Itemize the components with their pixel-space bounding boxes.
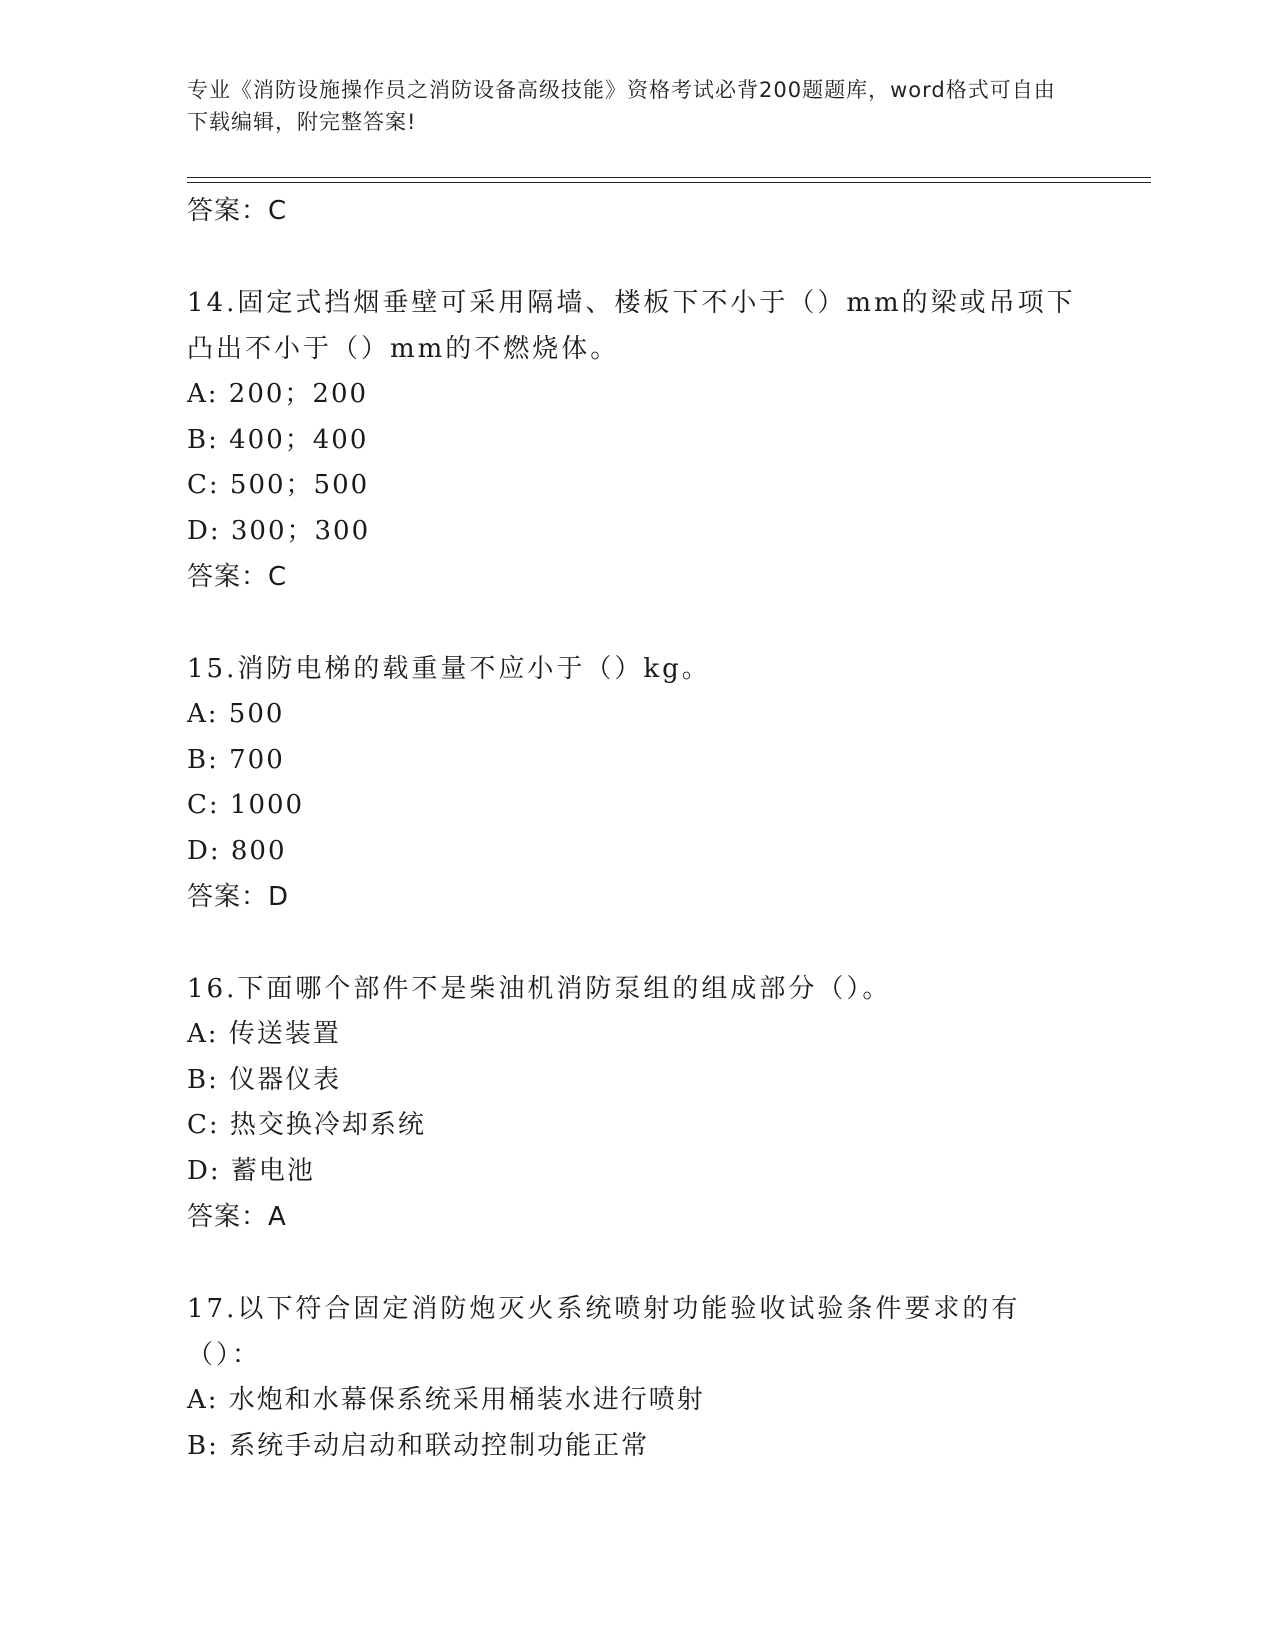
option-c: C: 1000: [187, 790, 305, 820]
option-b: B: 400；400: [187, 424, 369, 455]
option-c: C: 热交换冷却系统: [187, 1110, 426, 1140]
option-b: B: 系统手动启动和联动控制功能正常: [187, 1430, 650, 1461]
header-rule-bottom: [187, 182, 1151, 183]
question-16: [187, 966, 1087, 1240]
option-a: A: 水炮和水幕保系统采用桶装水进行喷射: [187, 1385, 705, 1415]
option-c: C: 500；500: [187, 470, 370, 500]
option-a: A: 500: [187, 699, 285, 729]
option-a: A: 200；200: [187, 379, 369, 409]
answer-line: 答案：C: [187, 562, 288, 592]
option-d: D: 蓄电池: [187, 1155, 315, 1186]
question-stem: 17.以下符合固定消防炮灭火系统喷射功能验收试验条件要求的有（）：: [187, 1294, 1021, 1370]
previous-answer: 答案：C: [187, 196, 288, 226]
document-header: 专业《消防设施操作员之消防设备高级技能》资格考试必背200题题库，word格式可自由下载编辑，附完整答案!: [187, 78, 1056, 134]
question-list: [187, 188, 1087, 1469]
question-stem: 15.消防电梯的载重量不应小于（）kg。: [187, 654, 711, 684]
question-stem: 16.下面哪个部件不是柴油机消防泵组的组成部分（）。: [187, 974, 892, 1004]
option-b: B: 仪器仪表: [187, 1064, 342, 1095]
answer-line: 答案：D: [187, 882, 290, 912]
question-14: [187, 280, 1087, 600]
option-b: B: 700: [187, 744, 285, 775]
question-stem: 14.固定式挡烟垂壁可采用隔墙、楼板下不小于（）mm的梁或吊项下凸出不小于（）mm的不燃烧体。: [187, 288, 1076, 364]
question-17: [187, 1286, 1087, 1469]
answer-line: 答案：A: [187, 1202, 287, 1232]
option-d: D: 800: [187, 835, 287, 866]
header-rule-top: [187, 177, 1151, 178]
option-d: D: 300；300: [187, 515, 371, 546]
question-15: [187, 646, 1087, 920]
option-a: A: 传送装置: [187, 1019, 341, 1049]
